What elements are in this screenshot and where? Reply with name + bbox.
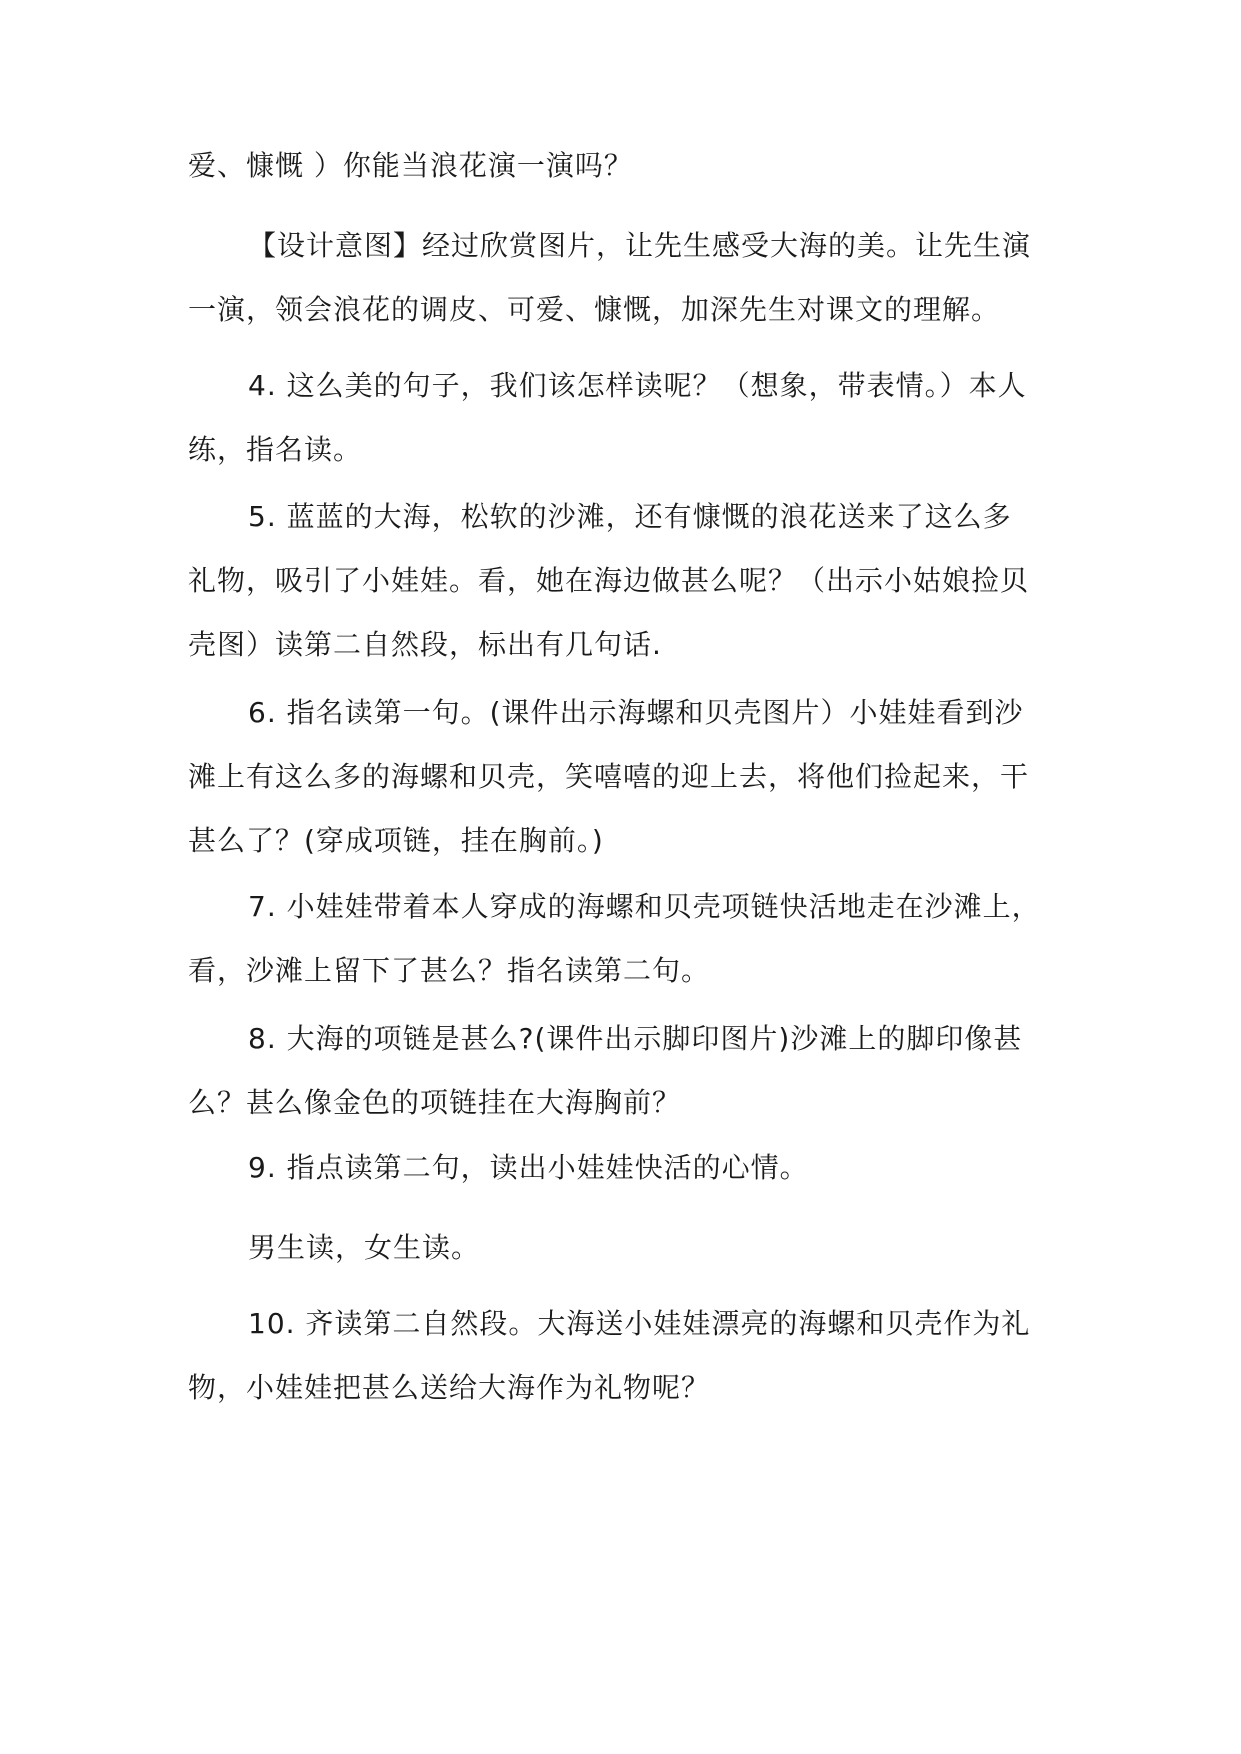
- paragraph-line: 9. 指点读第二句，读出小娃娃快活的心情。: [248, 1151, 809, 1184]
- paragraph-item-7: [188, 875, 1060, 1003]
- paragraph-item-6: [188, 681, 1060, 873]
- paragraph-line: 7. 小娃娃带着本人穿成的海螺和贝壳项链快活地走在沙滩上，: [248, 890, 1041, 923]
- paragraph-item-5: [188, 485, 1060, 677]
- paragraph-line: 物，小娃娃把甚么送给大海作为礼物呢？: [188, 1371, 711, 1404]
- paragraph-line: 8. 大海的项链是甚么?(课件出示脚印图片)沙滩上的脚印像甚: [248, 1022, 1023, 1055]
- paragraph-item-10: [188, 1292, 1060, 1420]
- paragraph-line: 看，沙滩上留下了甚么？指名读第二句。: [188, 954, 711, 987]
- paragraph-line: 甚么了？(穿成项链，挂在胸前。): [188, 824, 604, 857]
- paragraph-line: 爱、慷慨 ）你能当浪花演一演吗？: [188, 149, 633, 182]
- paragraph-line: 6. 指名读第一句。(课件出示海螺和贝壳图片）小娃娃看到沙: [248, 696, 1024, 729]
- paragraph-line: 一演，领会浪花的调皮、可爱、慷慨，加深先生对课文的理解。: [188, 293, 1001, 326]
- paragraph-item-8: [188, 1007, 1060, 1135]
- paragraph-line: 礼物，吸引了小娃娃。看，她在海边做甚么呢？（出示小姑娘捡贝: [188, 564, 1030, 597]
- paragraph-line: 男生读，女生读。: [248, 1231, 481, 1264]
- paragraph-item-4: [188, 354, 1060, 482]
- paragraph-line: 么？甚么像金色的项链挂在大海胸前？: [188, 1086, 682, 1119]
- paragraph-line: 练，指名读。: [188, 433, 363, 466]
- paragraph-design-intent: [188, 214, 1060, 342]
- paragraph-line: 5. 蓝蓝的大海，松软的沙滩，还有慷慨的浪花送来了这么多: [248, 500, 1012, 533]
- paragraph-1: [188, 134, 1060, 198]
- paragraph-line: 滩上有这么多的海螺和贝壳，笑嘻嘻的迎上去，将他们捡起来，干: [188, 760, 1030, 793]
- paragraph-item-9: [188, 1136, 1060, 1200]
- paragraph-line: 4. 这么美的句子，我们该怎样读呢？（想象，带表情。）本人: [248, 369, 1027, 402]
- paragraph-reading-roles: [188, 1216, 1060, 1280]
- paragraph-line: 【设计意图】经过欣赏图片，让先生感受大海的美。让先生演: [248, 229, 1032, 262]
- paragraph-line: 10. 齐读第二自然段。大海送小娃娃漂亮的海螺和贝壳作为礼: [248, 1307, 1031, 1340]
- paragraph-line: 壳图）读第二自然段，标出有几句话.: [188, 628, 662, 661]
